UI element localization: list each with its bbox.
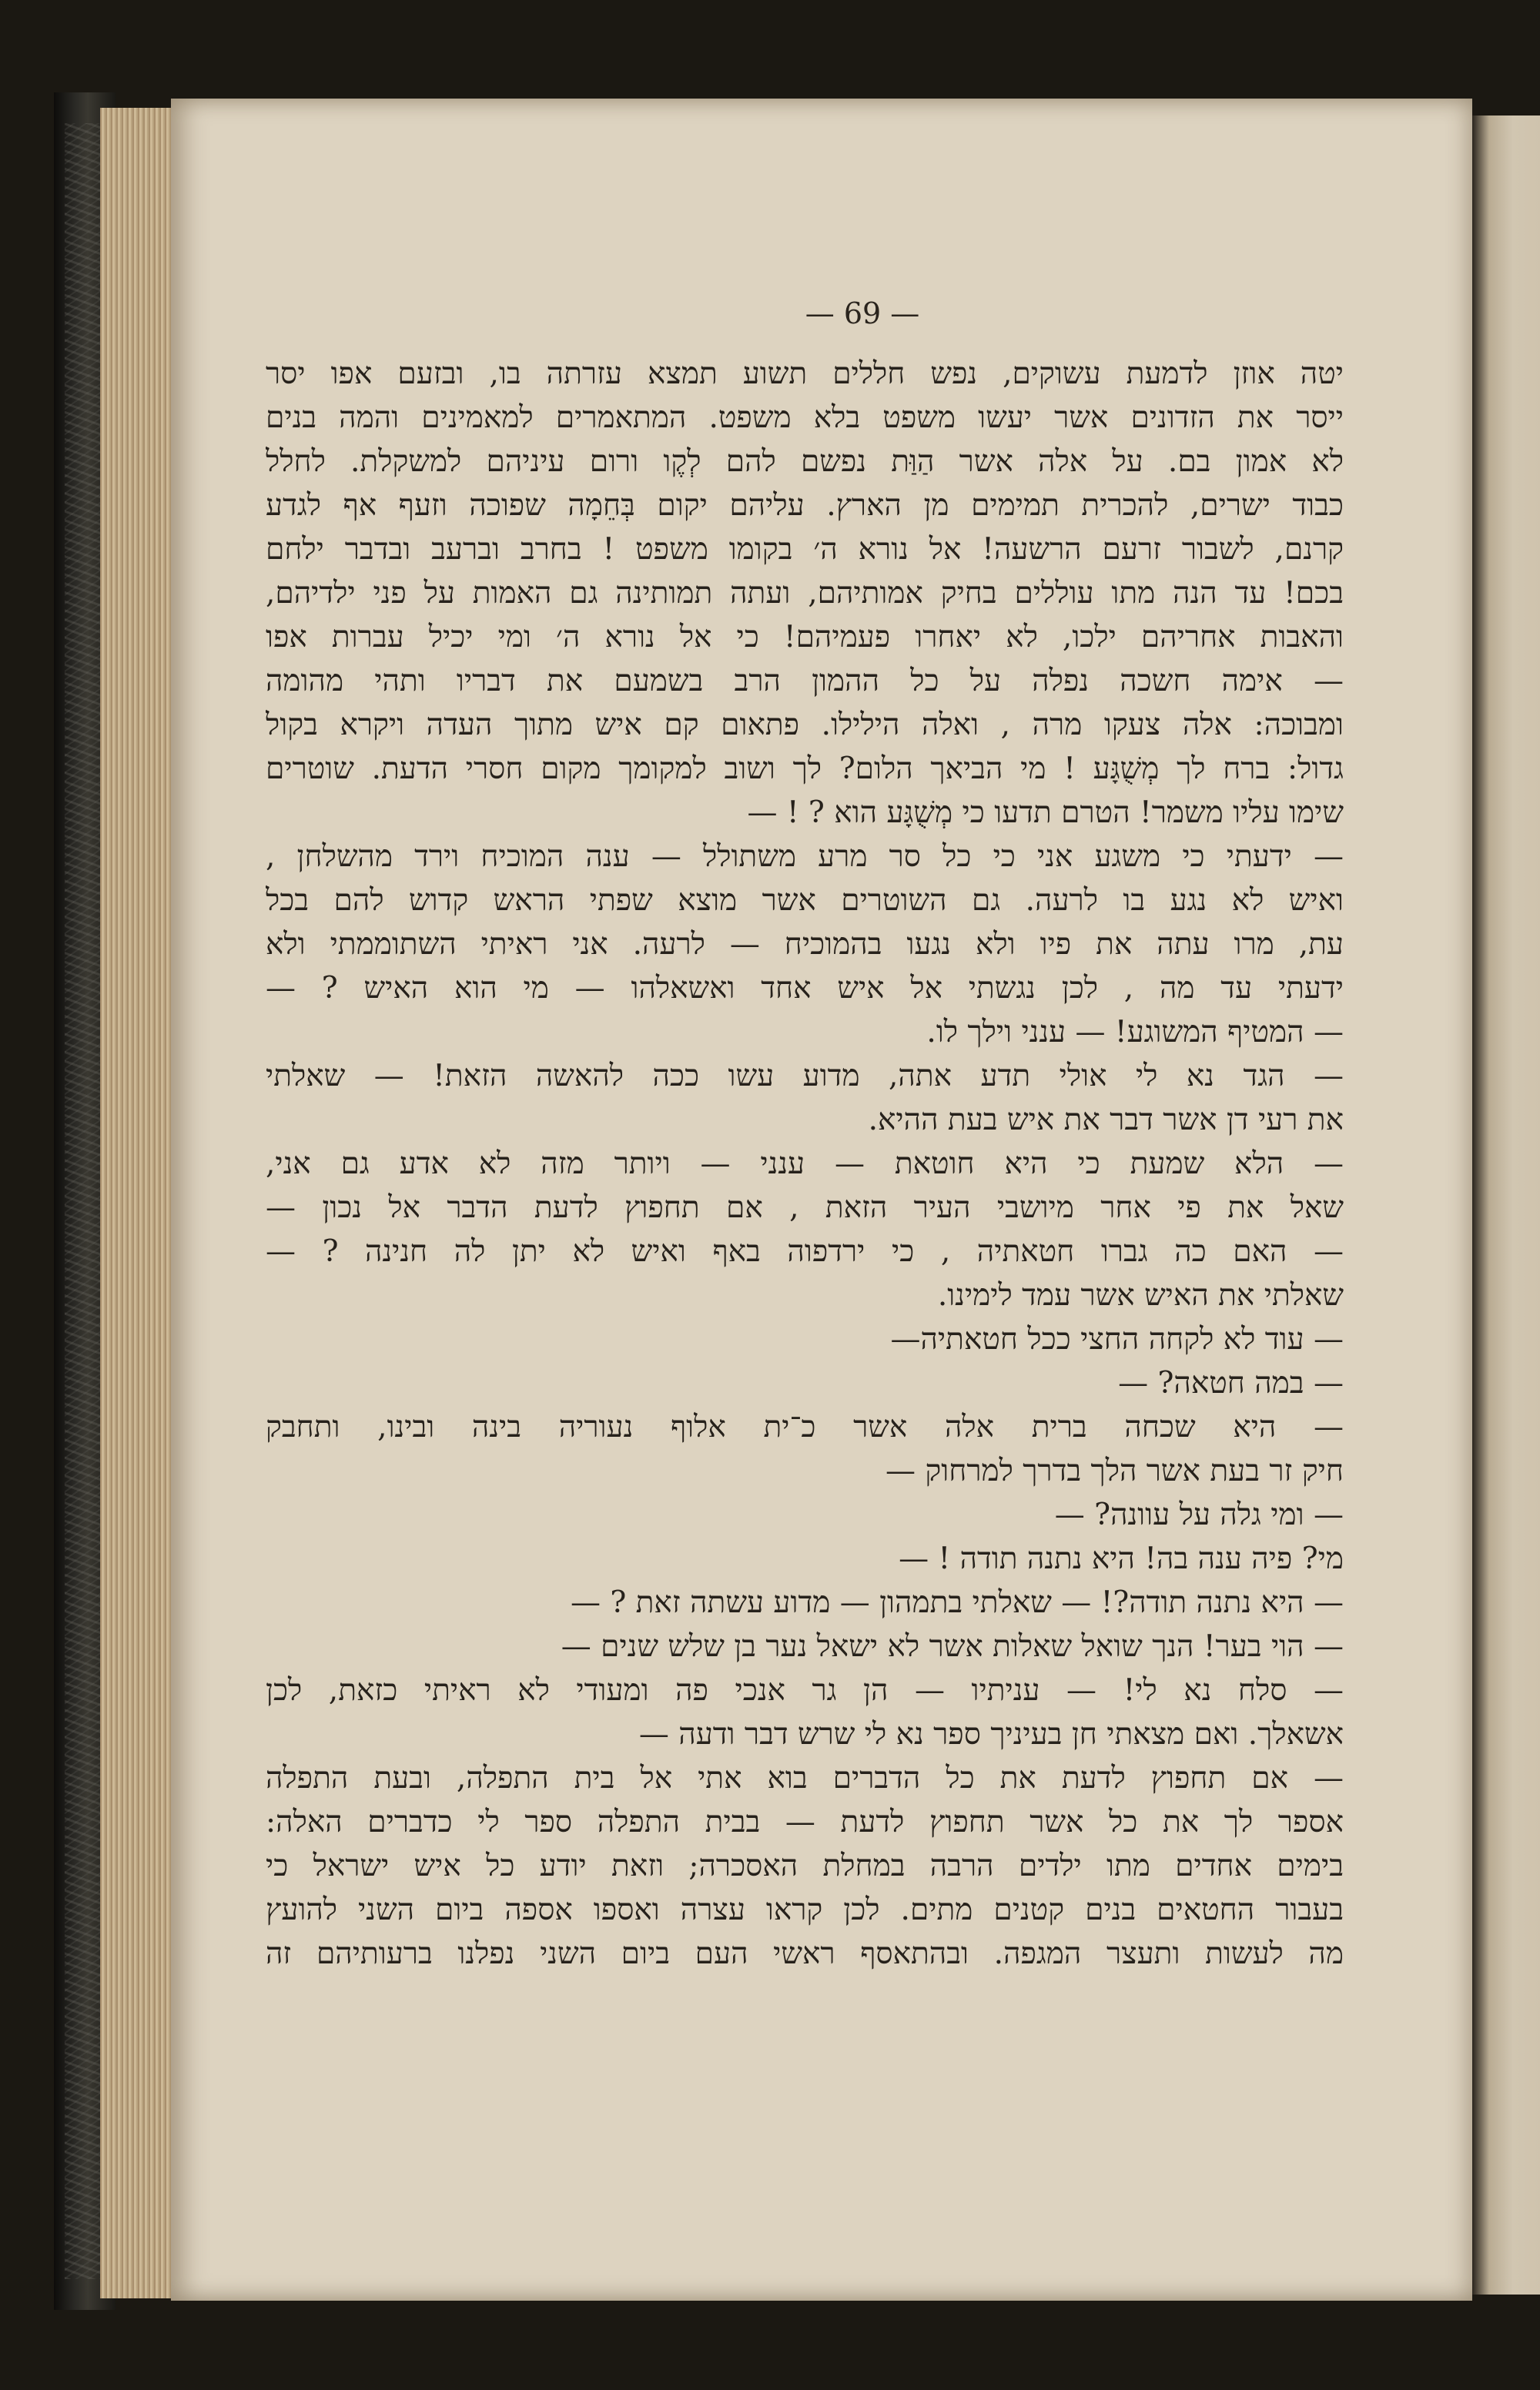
text-line: — הגד נא לי אולי תדע אתה, מדוע עשו ככה להאשה הזאת! — שאלתי — [266, 1059, 1344, 1093]
text-line: ואיש לא נגע בו לרעה. גם השוטרים אשר מוצא שפתי הראש קדוש להם בכל — [266, 883, 1344, 918]
text-line: בעבור החטאים בנים קטנים מתים. לכן קראו עצרה ואספו אספה ביום השני להועץ — [266, 1893, 1344, 1927]
page-edges — [100, 108, 177, 2298]
text-line: — המטיף המשוגע! — ענני וילך לו. — [926, 1015, 1344, 1049]
text-line: יטה אוזן לדמעת עשוקים, נפש חללים תשוע תמצא עזרתה בו, ובזעם אפו יסר — [266, 356, 1344, 391]
text-line: — היא נתנה תודה?! — שאלתי בתמהון — מדוע עשתה זאת ? — — [570, 1585, 1344, 1620]
text-line: גדול: ברח לך מְשֻׁגָּע ! מי הביאך הלום? לך ושוב למקומך מקום חסרי הדעת. שוטרים — [266, 751, 1344, 786]
text-line: — במה חטאה? — — [1118, 1366, 1344, 1401]
marbled-cover-texture — [65, 123, 102, 2279]
text-line: — הלא שמעת כי היא חוטאת — ענני — ויותר מזה לא אדע גם אני, — [266, 1146, 1344, 1181]
text-line: את רעי דן אשר דבר את איש בעת ההיא. — [868, 1103, 1344, 1137]
text-line: — האם כה גברו חטאתיה , כי ירדפוה באף ואיש לא יתן לה חנינה ? — — [266, 1234, 1344, 1269]
text-line: בכם! עד הנה מתו עוללים בחיק אמותיהם, ועתה תמותינה גם האמות על פני ילדיהם, — [266, 576, 1344, 611]
text-line: חיק זר בעת אשר הלך בדרך למרחוק — — [886, 1454, 1344, 1488]
text-line: שאל את פי אחר מיושבי העיר הזאת , אם תחפוץ לדעת הדבר אל נכון — — [266, 1190, 1344, 1225]
text-line: — הוי בער! הנך שואל שאלות אשר לא ישאל נער בן שלש שנים — — [561, 1629, 1344, 1664]
text-line: ייסר את הזדונים אשר יעשו משפט בלא משפט. המתאמרים למאמינים והמה בנים — [266, 400, 1344, 435]
text-line: ומבוכה: אלה צעקו מרה , ואלה הילילו. פתאום קם איש מתוך העדה ויקרא בקול — [266, 708, 1344, 742]
text-line: ידעתי עד מה , לכן נגשתי אל איש אחד ואשאלהו — מי הוא האיש ? — — [266, 971, 1344, 1006]
text-line: — אימה חשכה נפלה על כל ההמון הרב בשמעם את דבריו ותהי מהומה — [266, 664, 1344, 698]
text-line: מי? פיה ענה בה! היא נתנה תודה ! — — [899, 1541, 1344, 1576]
page-text — [266, 296, 1344, 1976]
text-line: — ומי גלה על עוונה? — — [1054, 1498, 1344, 1532]
text-line: אשאלך. ואם מצאתי חן בעיניך ספר נא לי שרש דבר ודעה — — [638, 1717, 1344, 1752]
text-line: אספר לך את כל אשר תחפוץ לדעת — בבית התפלה ספר לי כדברים האלה: — [266, 1805, 1344, 1839]
text-line: והאבות אחריהם ילכו, לא יאחרו פעמיהם! כי אל נורא ה׳ ומי יכיל עברות אפו — [266, 620, 1344, 654]
text-line: מה לעשות ותעצר המגפה. ובהתאסף ראשי העם ביום השני נפלנו ברעותיהם זה — [266, 1936, 1344, 1971]
text-line: — ידעתי כי משגע אני כי כל סר מרע משתולל — ענה המוכיח וירד מהשלחן , — [266, 839, 1344, 874]
text-line: בימים אחדים מתו ילדים הרבה במחלת האסכרה; וזאת יודע כל איש ישראל כי — [266, 1849, 1344, 1883]
page-number: — 69 — — [805, 296, 920, 330]
text-line: — סלח נא לי! — עניתיו — הן גר אנכי פה ומעודי לא ראיתי כזאת, לכן — [266, 1673, 1344, 1708]
facing-page-edge — [1472, 115, 1540, 2295]
text-line: שימו עליו משמר! הטרם תדעו כי מְשֻׁגָּע הוא ? ! — — [747, 795, 1344, 830]
text-line: לא אמון בם. על אלה אשר הַוַּת נפשם להם לְקֶו ורום עיניהם למשקלת. לחלל — [266, 444, 1344, 479]
text-line: קרנם, לשבור זרעם הרשעה! אל נורא ה׳ בקומו משפט ! בחרב וברעב ובדבר ילחם — [266, 532, 1344, 567]
text-line: — היא שכחה ברית אלה אשר כ־ית אלוף נעוריה בינה ובינו, ותחבק — [266, 1410, 1344, 1444]
text-line: כבוד ישרים, להכרית תמימים מן הארץ. עליהם יקום בְּחֵמָה שפוכה וזעף אף לגדע — [266, 488, 1344, 523]
text-line: עת, מרו עתה את פיו ולא נגעו בהמוכיח — לרעה. אני ראיתי השתוממתי ולא — [266, 927, 1344, 962]
text-line: שאלתי את האיש אשר עמד לימינו. — [937, 1278, 1344, 1313]
text-line: — אם תחפוץ לדעת את כל הדברים בוא אתי אל בית התפלה, ובעת התפלה — [266, 1761, 1344, 1796]
text-line: — עוד לא לקחה החצי ככל חטאתיה— — [890, 1322, 1344, 1357]
